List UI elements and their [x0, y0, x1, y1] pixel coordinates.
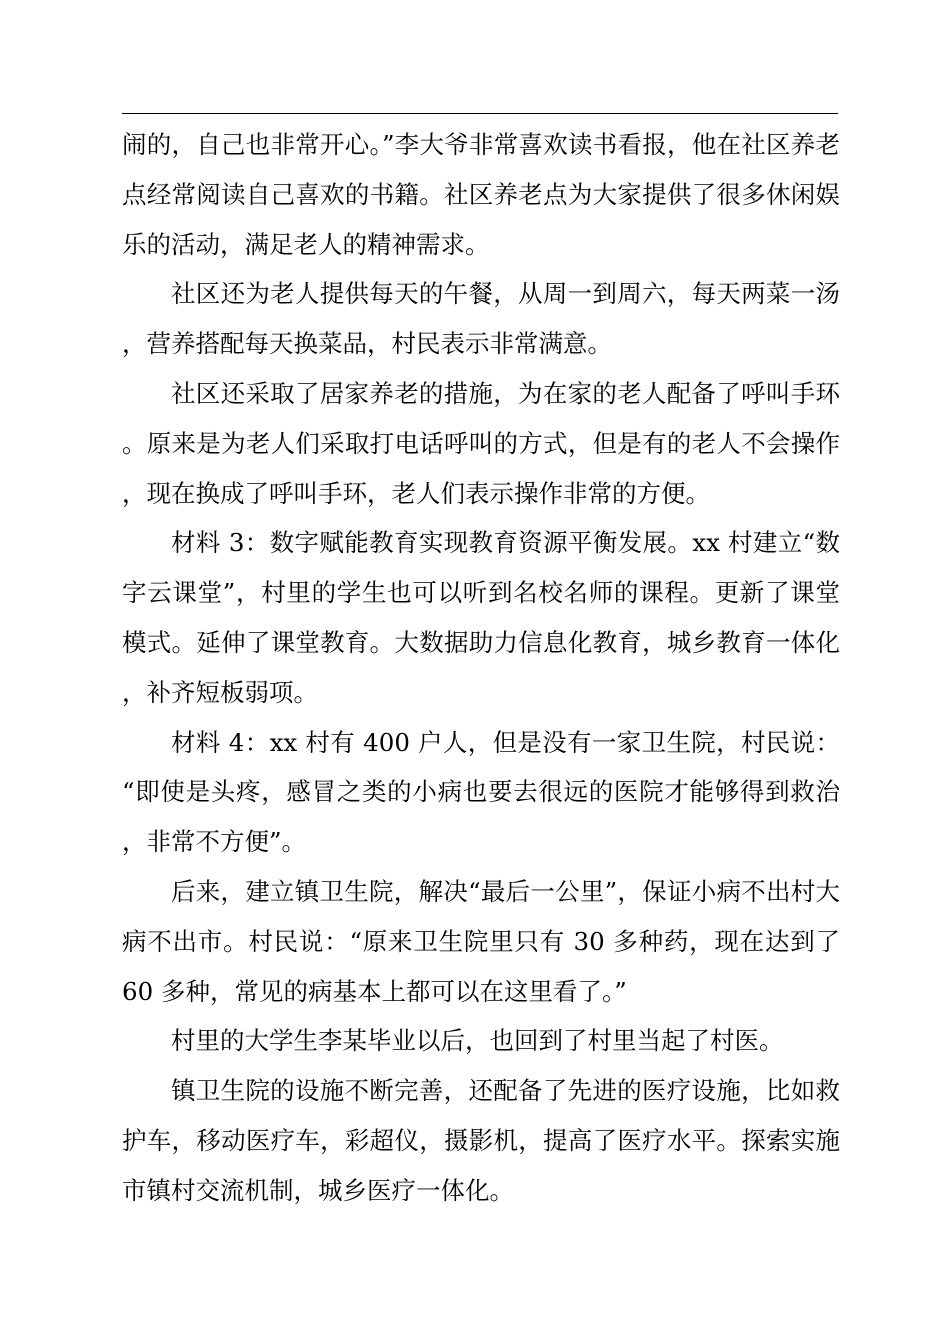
header-rule — [122, 113, 838, 114]
document-body — [122, 120, 840, 1216]
paragraph-6: 后来，建立镇卫生院，解决“最后一公里”，保证小病不出村大病不出市。村民说：“原来卫生院里只有 30 多种药，现在达到了 60 多种，常见的病基本上都可以在这里看了。” — [122, 876, 840, 1006]
paragraph-1: 闹的，自己也非常开心。”李大爷非常喜欢读书看报，他在社区养老点经常阅读自己喜欢的书籍。社区养老点为大家提供了很多休闲娱乐的活动，满足老人的精神需求。 — [122, 130, 840, 259]
paragraph-7: 村里的大学生李某毕业以后，也回到了村里当起了村医。 — [171, 1026, 784, 1056]
paragraph-4: 材料 3：数字赋能教育实现教育资源平衡发展。xx 村建立“数字云课堂”，村里的学生也可以听到名校名师的课程。更新了课堂模式。延伸了课堂教育。大数据助力信息化教育，城乡教育一体化，补齐短板弱项。 — [122, 528, 840, 707]
paragraph-3: 社区还采取了居家养老的措施，为在家的老人配备了呼叫手环。原来是为老人们采取打电话呼叫的方式，但是有的老人不会操作，现在换成了呼叫手环，老人们表示操作非常的方便。 — [122, 378, 840, 508]
paragraph-5: 材料 4：xx 村有 400 户人，但是没有一家卫生院，村民说：“即使是头疼，感冒之类的小病也要去很远的医院才能够得到救治，非常不方便”。 — [122, 727, 840, 857]
paragraph-2: 社区还为老人提供每天的午餐，从周一到周六，每天两菜一汤，营养搭配每天换菜品，村民表示非常满意。 — [122, 279, 840, 359]
paragraph-8: 镇卫生院的设施不断完善，还配备了先进的医疗设施，比如救护车，移动医疗车，彩超仪，摄影机，提高了医疗水平。探索实施市镇村交流机制，城乡医疗一体化。 — [122, 1076, 840, 1205]
